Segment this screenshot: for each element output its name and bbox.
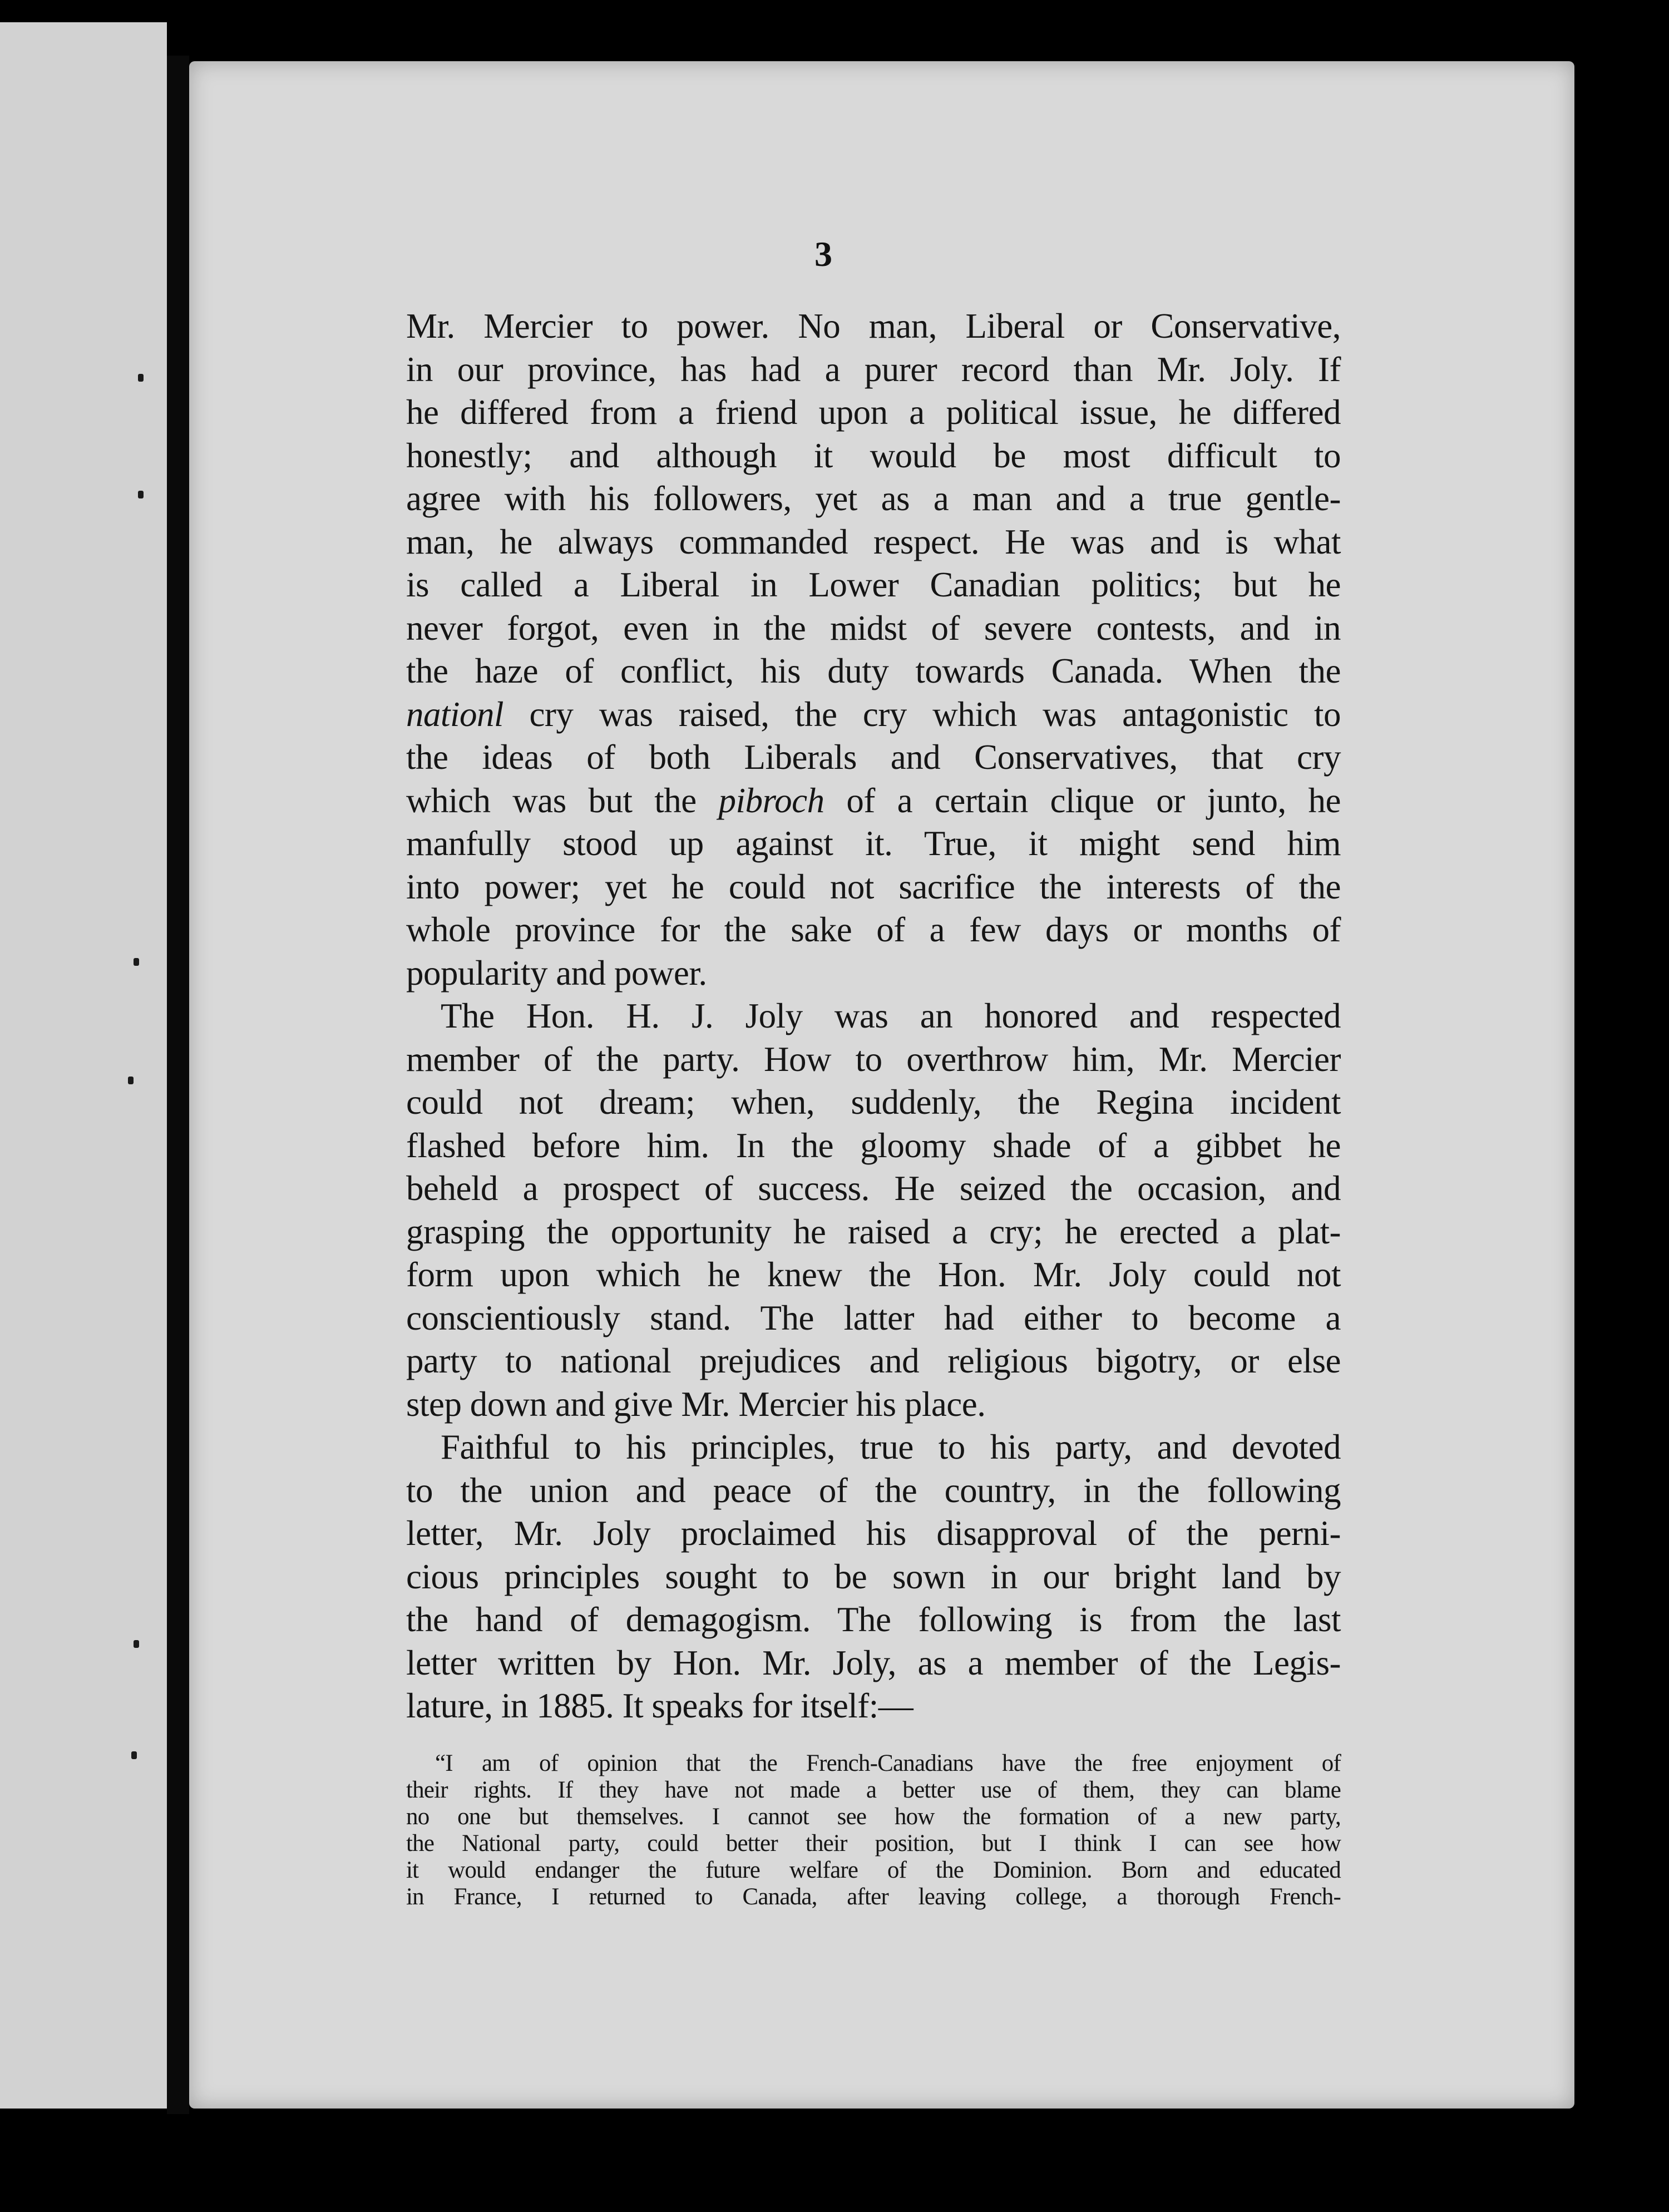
text-line: in our province, has had a purer record than Mr. Joly. If <box>406 349 1341 389</box>
text-line: The Hon. H. J. Joly was an honored and respected <box>441 996 1341 1035</box>
page-number: 3 <box>814 234 832 274</box>
text-line: is called a Liberal in Lower Canadian politics; but he <box>406 565 1341 604</box>
text-line: step down and give Mr. Mercier his place. <box>406 1384 986 1424</box>
text-line: form upon which he knew the Hon. Mr. Joly could not <box>406 1255 1341 1294</box>
text-line: nationl cry was raised, the cry which was antagonistic to <box>406 694 1341 734</box>
book-binding <box>167 56 189 2114</box>
text-line: party to national prejudices and religious bigotry, or else <box>406 1341 1341 1380</box>
quote-line: the National party, could better their position, but I think I can see how <box>406 1830 1341 1857</box>
paragraph <box>406 995 1341 1426</box>
text-line: which was but the pibroch of a certain clique or junto, he <box>406 781 1341 820</box>
quote-line: it would endanger the future welfare of the Dominion. Born and educated <box>406 1857 1341 1883</box>
text-line: grasping the opportunity he raised a cry; he erected a plat- <box>406 1212 1341 1251</box>
text-line: beheld a prospect of success. He seized the occasion, and <box>406 1169 1341 1208</box>
margin-mark <box>134 958 139 966</box>
text-line: letter, Mr. Joly proclaimed his disapproval of the perni- <box>406 1514 1341 1553</box>
text-line: honestly; and although it would be most difficult to <box>406 436 1341 475</box>
text-line: flashed before him. In the gloomy shade of a gibbet he <box>406 1125 1341 1165</box>
quote-line: their rights. If they have not made a better use of them, they can blame <box>406 1776 1341 1803</box>
text-line: Mr. Mercier to power. No man, Liberal or Conservative, <box>406 307 1341 345</box>
margin-mark <box>128 1077 134 1084</box>
quoted-letter <box>406 1750 1341 1910</box>
text-line: member of the party. How to overthrow him, Mr. Mercier <box>406 1039 1341 1079</box>
margin-mark <box>138 491 144 498</box>
text-line: agree with his followers, yet as a man and a true gentle- <box>406 479 1341 518</box>
adjacent-page-edge <box>0 22 167 2109</box>
body-text <box>406 305 1341 1910</box>
quote-line: no one but themselves. I cannot see how the formation of a new party, <box>406 1803 1341 1830</box>
text-line: lature, in 1885. It speaks for itself:— <box>406 1686 913 1725</box>
emphasized-word: nationl <box>406 694 504 734</box>
paragraph <box>406 1426 1341 1728</box>
text-line: never forgot, even in the midst of severe contests, and in <box>406 608 1341 648</box>
text-line: letter written by Hon. Mr. Joly, as a member of the Legis- <box>406 1643 1341 1682</box>
text-line: manfully stood up against it. True, it might send him <box>406 824 1341 863</box>
text-line: cious principles sought to be sown in our bright land by <box>406 1557 1341 1596</box>
margin-mark <box>138 374 144 382</box>
text-line: he differed from a friend upon a political issue, he differed <box>406 393 1341 432</box>
text-line: conscientiously stand. The latter had either to become a <box>406 1298 1341 1337</box>
text-line: could not dream; when, suddenly, the Regina incident <box>406 1083 1341 1122</box>
margin-mark <box>131 1751 137 1759</box>
margin-mark <box>134 1640 139 1648</box>
text-line: popularity and power. <box>406 953 707 993</box>
text-line: the haze of conflict, his duty towards Canada. When the <box>406 651 1341 690</box>
text-line: to the union and peace of the country, in the following <box>406 1470 1341 1510</box>
text-line: the hand of demagogism. The following is from the last <box>406 1600 1341 1639</box>
text-line: the ideas of both Liberals and Conservatives, that cry <box>406 738 1341 777</box>
text-line: into power; yet he could not sacrifice the interests of the <box>406 867 1341 906</box>
quote-line: in France, I returned to Canada, after leaving college, a thorough French- <box>406 1883 1341 1910</box>
emphasized-word: pibroch <box>718 781 824 820</box>
text-line: man, he always commanded respect. He was and is what <box>406 522 1341 561</box>
paragraph <box>406 305 1341 995</box>
quote-line: “I am of opinion that the French-Canadians have the free enjoyment of <box>435 1750 1341 1776</box>
text-line: whole province for the sake of a few days or months of <box>406 910 1341 949</box>
text-line: Faithful to his principles, true to his party, and devoted <box>441 1428 1341 1467</box>
